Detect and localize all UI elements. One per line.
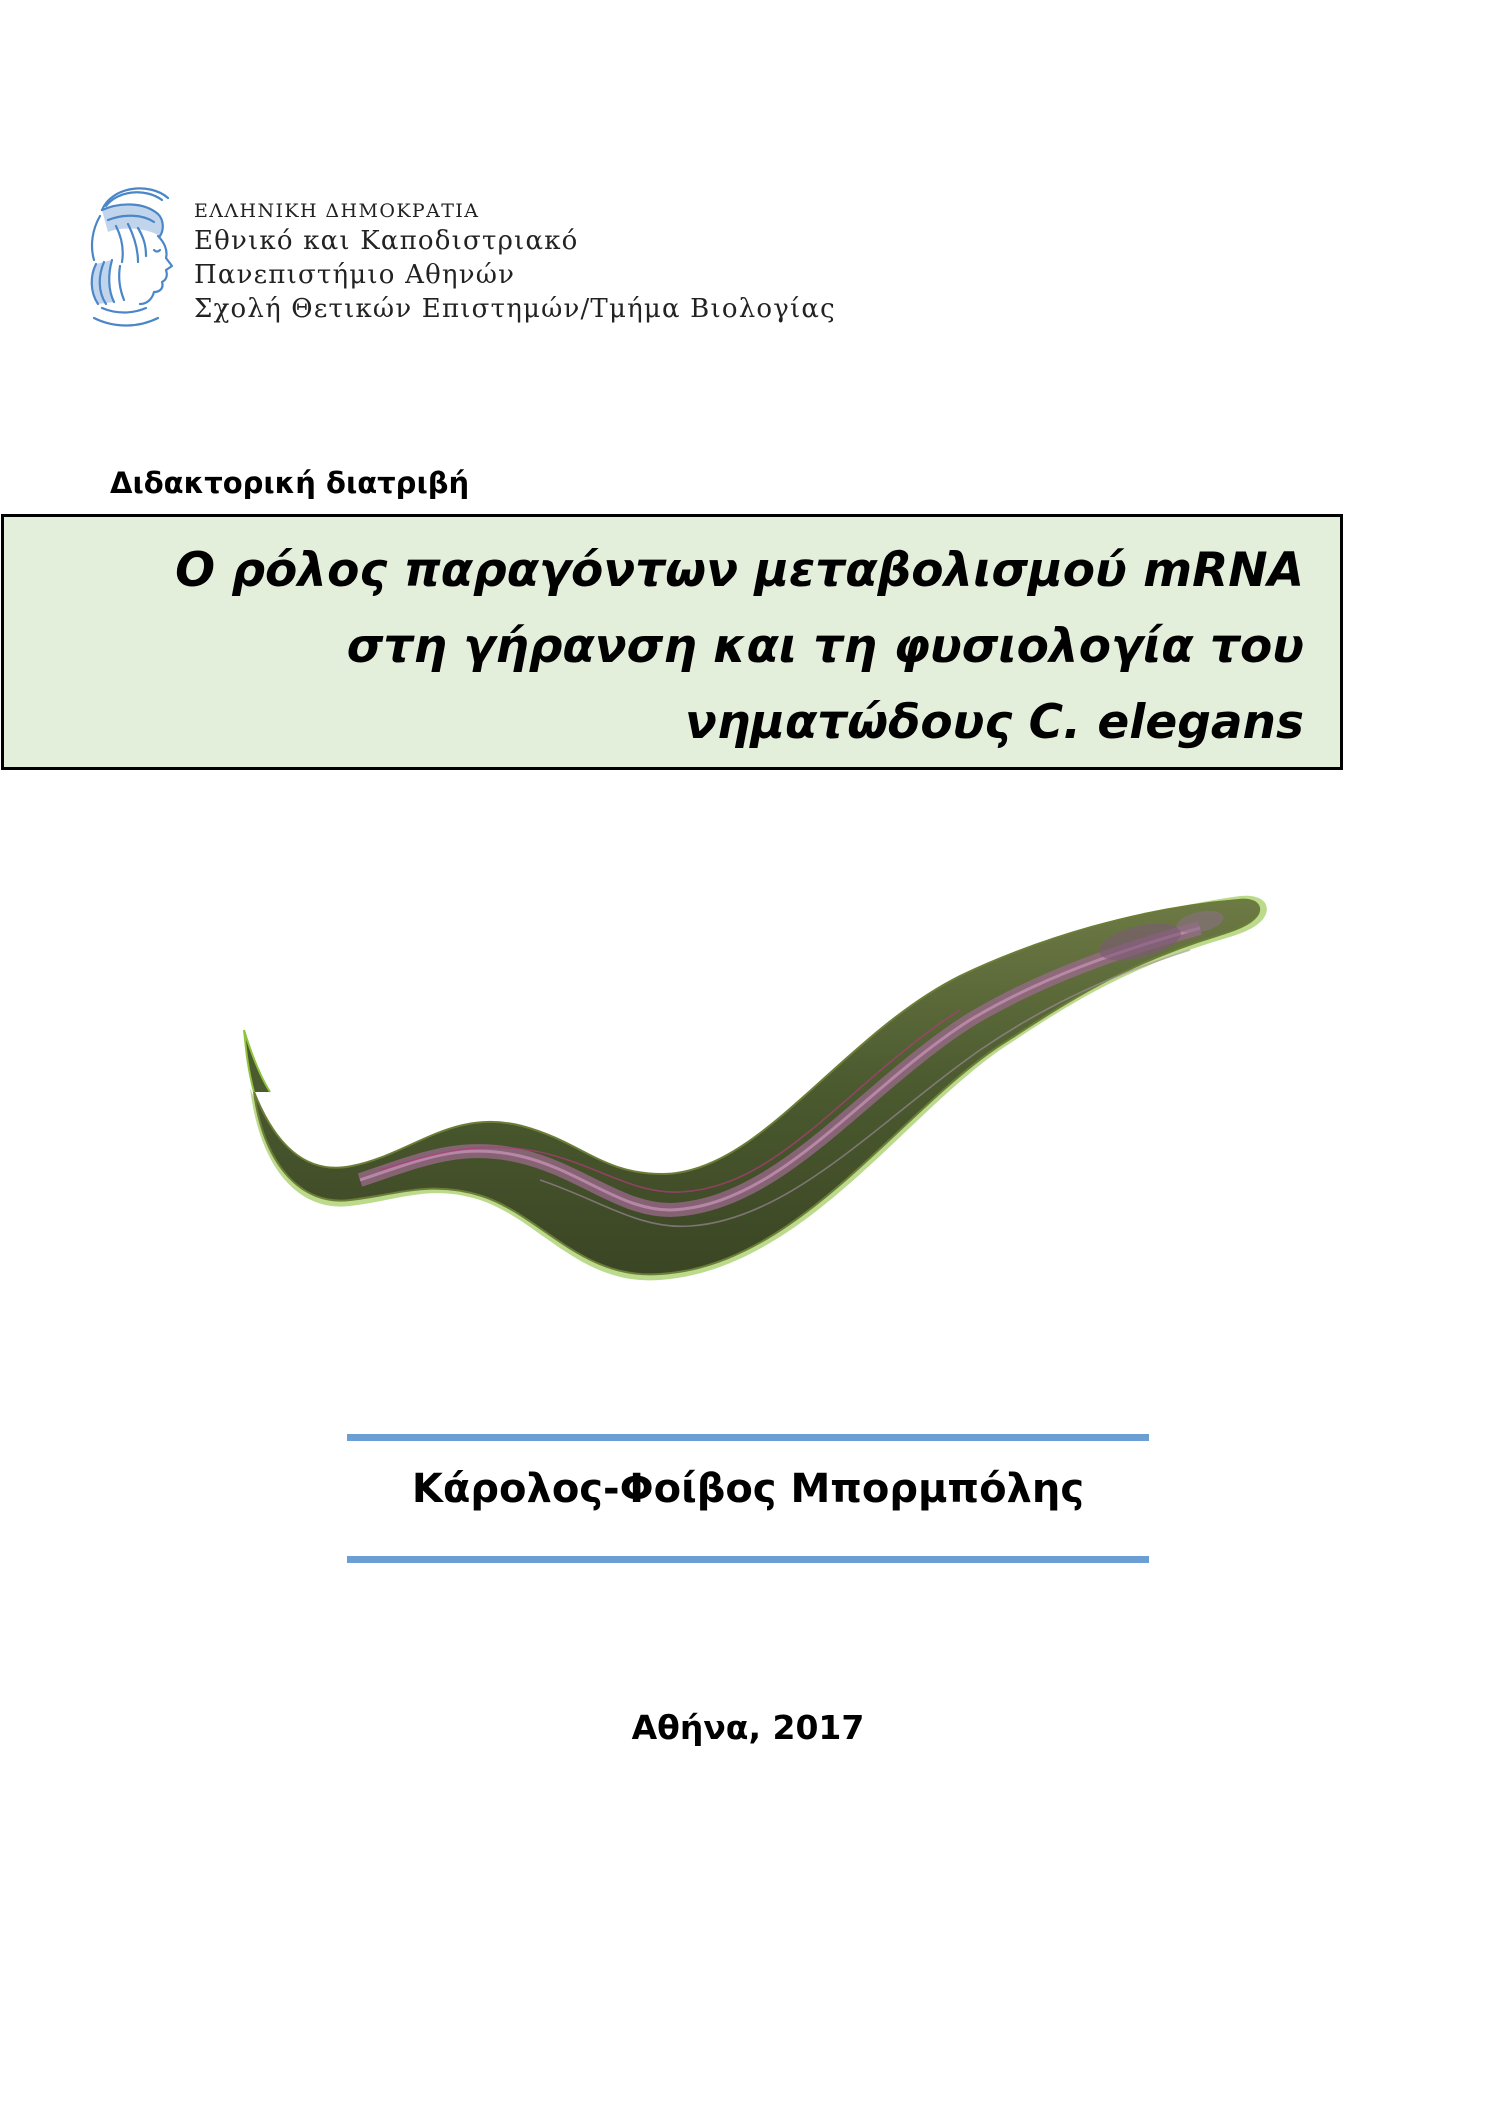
institution-line-university-1: Εθνικό και Καποδιστριακό xyxy=(194,226,579,256)
thesis-title-line-2: στη γήρανση και τη φυσιολογία του xyxy=(346,619,1304,674)
thesis-title-line-3: νηματώδους C. elegans xyxy=(684,695,1304,750)
author-rule-bottom xyxy=(347,1556,1149,1563)
athena-head-emblem-icon xyxy=(72,180,176,332)
place-and-date: Αθήνα, 2017 xyxy=(631,1708,865,1747)
author-rule-top xyxy=(347,1434,1149,1441)
institution-line-republic: ΕΛΛΗΝΙΚΗ ΔΗΜΟΚΡΑΤΙΑ xyxy=(194,200,480,222)
thesis-title-line-1: Ο ρόλος παραγόντων μεταβολισμού mRNA xyxy=(175,543,1304,598)
author-name: Κάρολος-Φοίβος Μπορμπόλης xyxy=(411,1466,1085,1512)
institution-line-department: Σχολή Θετικών Επιστημών/Τμήμα Βιολογίας xyxy=(194,294,836,324)
thesis-type-label: Διδακτορική διατριβή xyxy=(110,466,470,500)
c-elegans-worm-icon xyxy=(240,880,1280,1320)
institution-line-university-2: Πανεπιστήμιο Αθηνών xyxy=(194,260,516,290)
institution-name xyxy=(194,198,894,326)
thesis-title-box xyxy=(1,514,1343,770)
